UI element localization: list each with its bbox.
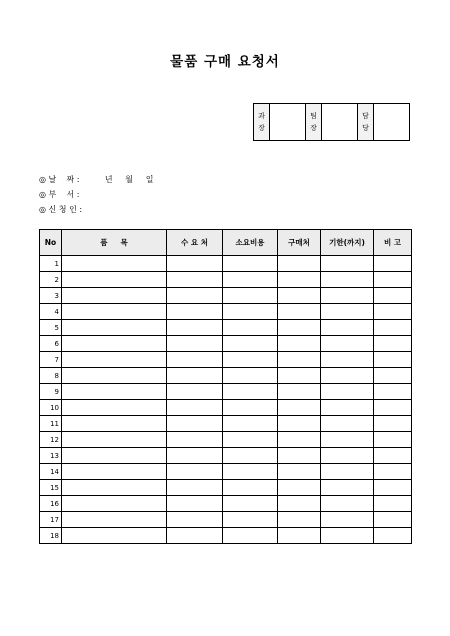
cell-vendor[interactable]	[278, 496, 321, 512]
cell-deadline[interactable]	[321, 400, 374, 416]
items-table	[39, 229, 412, 544]
cell-deadline[interactable]	[321, 416, 374, 432]
cell-cost[interactable]	[223, 512, 278, 528]
cell-cost[interactable]	[223, 256, 278, 272]
header-cost: 소요비용	[223, 230, 278, 256]
approval-sign-manager[interactable]	[270, 104, 306, 141]
cell-vendor[interactable]	[278, 288, 321, 304]
row-number: 18	[40, 528, 62, 544]
applicant-field: ◎ 신 청 인 :	[39, 205, 83, 214]
header-no: No	[40, 230, 62, 256]
cell-demand[interactable]	[167, 432, 223, 448]
row-number: 13	[40, 448, 62, 464]
request-info	[39, 172, 153, 217]
row-number: 6	[40, 336, 62, 352]
cell-remarks[interactable]	[374, 384, 412, 400]
cell-cost[interactable]	[223, 288, 278, 304]
table-row	[40, 384, 412, 400]
cell-vendor[interactable]	[278, 464, 321, 480]
header-item: 품 목	[62, 230, 167, 256]
cell-deadline[interactable]	[321, 304, 374, 320]
cell-vendor[interactable]	[278, 480, 321, 496]
cell-item[interactable]	[62, 464, 167, 480]
cell-item[interactable]	[62, 528, 167, 544]
cell-deadline[interactable]	[321, 256, 374, 272]
cell-cost[interactable]	[223, 352, 278, 368]
table-header-row	[40, 230, 412, 256]
row-number: 2	[40, 272, 62, 288]
cell-vendor[interactable]	[278, 384, 321, 400]
cell-vendor[interactable]	[278, 352, 321, 368]
cell-demand[interactable]	[167, 384, 223, 400]
cell-remarks[interactable]	[374, 336, 412, 352]
row-number: 4	[40, 304, 62, 320]
cell-vendor[interactable]	[278, 528, 321, 544]
cell-remarks[interactable]	[374, 512, 412, 528]
cell-item[interactable]	[62, 272, 167, 288]
cell-item[interactable]	[62, 384, 167, 400]
cell-item[interactable]	[62, 320, 167, 336]
cell-remarks[interactable]	[374, 304, 412, 320]
cell-deadline[interactable]	[321, 288, 374, 304]
header-demand: 수 요 처	[167, 230, 223, 256]
cell-vendor[interactable]	[278, 432, 321, 448]
cell-item[interactable]	[62, 400, 167, 416]
cell-demand[interactable]	[167, 304, 223, 320]
cell-vendor[interactable]	[278, 368, 321, 384]
row-number: 11	[40, 416, 62, 432]
cell-remarks[interactable]	[374, 288, 412, 304]
approval-label-team-leader: 팀 장	[306, 104, 322, 141]
cell-remarks[interactable]	[374, 528, 412, 544]
cell-remarks[interactable]	[374, 320, 412, 336]
cell-vendor[interactable]	[278, 256, 321, 272]
row-number: 15	[40, 480, 62, 496]
cell-deadline[interactable]	[321, 496, 374, 512]
cell-demand[interactable]	[167, 496, 223, 512]
cell-deadline[interactable]	[321, 384, 374, 400]
table-row	[40, 464, 412, 480]
table-row	[40, 416, 412, 432]
cell-vendor[interactable]	[278, 304, 321, 320]
cell-deadline[interactable]	[321, 464, 374, 480]
cell-remarks[interactable]	[374, 464, 412, 480]
cell-deadline[interactable]	[321, 480, 374, 496]
cell-remarks[interactable]	[374, 352, 412, 368]
cell-deadline[interactable]	[321, 336, 374, 352]
table-row	[40, 304, 412, 320]
cell-demand[interactable]	[167, 528, 223, 544]
cell-vendor[interactable]	[278, 272, 321, 288]
cell-vendor[interactable]	[278, 416, 321, 432]
date-field: ◎ 날 짜 : 년 월 일	[39, 175, 154, 184]
cell-deadline[interactable]	[321, 512, 374, 528]
cell-cost[interactable]	[223, 480, 278, 496]
cell-cost[interactable]	[223, 384, 278, 400]
cell-item[interactable]	[62, 288, 167, 304]
cell-item[interactable]	[62, 336, 167, 352]
cell-deadline[interactable]	[321, 432, 374, 448]
approval-sign-team-leader[interactable]	[322, 104, 358, 141]
cell-demand[interactable]	[167, 448, 223, 464]
cell-remarks[interactable]	[374, 480, 412, 496]
row-number: 1	[40, 256, 62, 272]
row-number: 10	[40, 400, 62, 416]
approval-label-staff: 담 당	[358, 104, 374, 141]
cell-remarks[interactable]	[374, 368, 412, 384]
cell-cost[interactable]	[223, 432, 278, 448]
cell-cost[interactable]	[223, 304, 278, 320]
cell-deadline[interactable]	[321, 528, 374, 544]
table-row	[40, 352, 412, 368]
approval-box	[253, 103, 410, 141]
cell-deadline[interactable]	[321, 448, 374, 464]
row-number: 5	[40, 320, 62, 336]
cell-remarks[interactable]	[374, 272, 412, 288]
cell-remarks[interactable]	[374, 400, 412, 416]
cell-cost[interactable]	[223, 416, 278, 432]
cell-item[interactable]	[62, 368, 167, 384]
document-title: 물품 구매 요청서	[170, 54, 280, 70]
row-number: 16	[40, 496, 62, 512]
cell-demand[interactable]	[167, 256, 223, 272]
row-number: 9	[40, 384, 62, 400]
header-vendor: 구매처	[278, 230, 321, 256]
table-row	[40, 480, 412, 496]
cell-item[interactable]	[62, 352, 167, 368]
cell-remarks[interactable]	[374, 432, 412, 448]
cell-remarks[interactable]	[374, 448, 412, 464]
cell-deadline[interactable]	[321, 320, 374, 336]
cell-cost[interactable]	[223, 368, 278, 384]
cell-demand[interactable]	[167, 288, 223, 304]
cell-demand[interactable]	[167, 400, 223, 416]
table-row	[40, 336, 412, 352]
cell-vendor[interactable]	[278, 512, 321, 528]
cell-demand[interactable]	[167, 272, 223, 288]
cell-item[interactable]	[62, 480, 167, 496]
cell-item[interactable]	[62, 256, 167, 272]
table-row	[40, 496, 412, 512]
table-row	[40, 432, 412, 448]
row-number: 8	[40, 368, 62, 384]
cell-cost[interactable]	[223, 272, 278, 288]
row-number: 12	[40, 432, 62, 448]
cell-item[interactable]	[62, 304, 167, 320]
cell-deadline[interactable]	[321, 272, 374, 288]
row-number: 14	[40, 464, 62, 480]
table-row	[40, 288, 412, 304]
table-row	[40, 528, 412, 544]
cell-vendor[interactable]	[278, 400, 321, 416]
cell-demand[interactable]	[167, 368, 223, 384]
cell-item[interactable]	[62, 496, 167, 512]
cell-deadline[interactable]	[321, 352, 374, 368]
table-row	[40, 320, 412, 336]
cell-demand[interactable]	[167, 464, 223, 480]
cell-item[interactable]	[62, 416, 167, 432]
cell-item[interactable]	[62, 448, 167, 464]
cell-demand[interactable]	[167, 480, 223, 496]
cell-vendor[interactable]	[278, 336, 321, 352]
cell-deadline[interactable]	[321, 368, 374, 384]
cell-demand[interactable]	[167, 352, 223, 368]
cell-remarks[interactable]	[374, 496, 412, 512]
cell-cost[interactable]	[223, 464, 278, 480]
table-row	[40, 272, 412, 288]
cell-demand[interactable]	[167, 336, 223, 352]
table-row	[40, 448, 412, 464]
cell-demand[interactable]	[167, 416, 223, 432]
cell-demand[interactable]	[167, 512, 223, 528]
cell-cost[interactable]	[223, 528, 278, 544]
cell-item[interactable]	[62, 432, 167, 448]
header-deadline: 기한(까지)	[321, 230, 374, 256]
cell-cost[interactable]	[223, 496, 278, 512]
cell-vendor[interactable]	[278, 448, 321, 464]
table-row	[40, 512, 412, 528]
header-remarks: 비 고	[374, 230, 412, 256]
table-row	[40, 256, 412, 272]
department-field: ◎ 부 서 :	[39, 190, 80, 199]
table-row	[40, 400, 412, 416]
approval-sign-staff[interactable]	[374, 104, 410, 141]
cell-cost[interactable]	[223, 448, 278, 464]
cell-vendor[interactable]	[278, 320, 321, 336]
cell-cost[interactable]	[223, 320, 278, 336]
row-number: 17	[40, 512, 62, 528]
row-number: 3	[40, 288, 62, 304]
cell-item[interactable]	[62, 512, 167, 528]
approval-label-manager: 과 장	[254, 104, 270, 141]
cell-cost[interactable]	[223, 400, 278, 416]
cell-remarks[interactable]	[374, 256, 412, 272]
cell-cost[interactable]	[223, 336, 278, 352]
row-number: 7	[40, 352, 62, 368]
cell-demand[interactable]	[167, 320, 223, 336]
table-row	[40, 368, 412, 384]
cell-remarks[interactable]	[374, 416, 412, 432]
